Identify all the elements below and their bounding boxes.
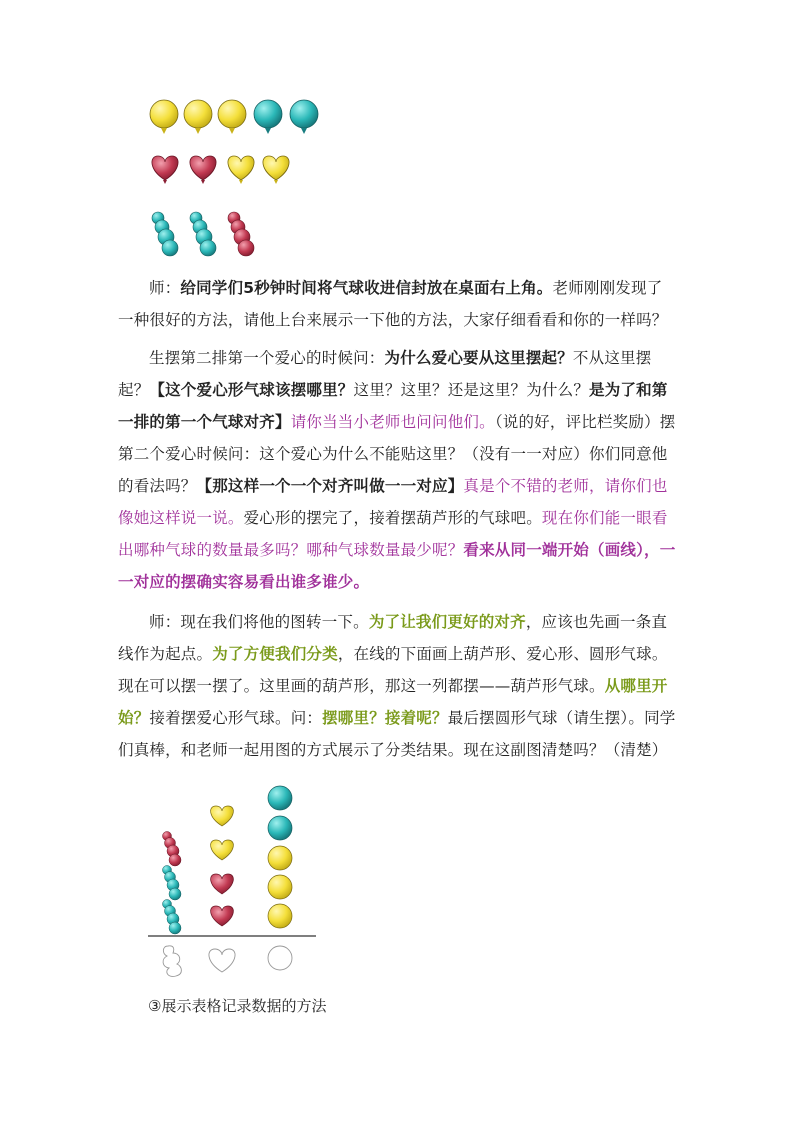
p2-s3: 不从这里摆起？: [118, 349, 652, 399]
p3-s4: 为了方便我们分类: [212, 645, 338, 663]
heart-balloon-yellow: [211, 806, 234, 826]
gourd-balloon-teal: [163, 900, 182, 935]
p3-s8: 摆哪里？接着呢？: [322, 709, 448, 727]
section-caption: ③展示表格记录数据的方法: [148, 997, 327, 1015]
heart-balloon-red: [211, 874, 234, 894]
round-balloon-teal: [268, 786, 292, 810]
p2-s8: （说的好，评比栏奖励）摆第二个爱心时候问：这个爱心为什么不能贴这里？（没有一一对应）你们同意他的看法吗？: [118, 413, 676, 495]
p3-s3: ，应该也先画一条直线作为起点。: [118, 613, 668, 663]
round-outline-icon: [268, 946, 292, 970]
paragraph-1: [118, 272, 678, 336]
round-balloon-yellow: [184, 100, 212, 134]
p2-s10: 真是个不错的老师，请你们也像她这样说一说。: [118, 477, 668, 527]
p3-s6: 从哪里开始？: [118, 677, 668, 727]
p2-s7: 请你当当小老师也问问他们。: [290, 413, 495, 431]
balloon-columns-figure: [140, 770, 320, 980]
round-balloon-yellow: [268, 875, 292, 899]
round-balloon-yellow: [268, 846, 292, 870]
paragraph-2: [118, 342, 678, 598]
heart-balloon-red: [211, 906, 234, 926]
p2-s6: 是为了和第一排的第一个气球对齐】: [118, 381, 668, 431]
p2-s13: 看来从同一端开始（画线），一一对应的摆确实容易看出谁多谁少。: [118, 541, 676, 591]
p1-s3: 老师刚刚发现了一种很好的方法，请他上台来展示一下他的方法，大家仔细看看和你的一样吗？: [118, 279, 668, 329]
heart-outline-icon: [209, 949, 235, 972]
paragraph-3: [118, 606, 678, 766]
gourd-balloon-teal: [163, 866, 182, 901]
p2-s4: 【这个爱心形气球该摆哪里？: [149, 381, 354, 399]
p2-s11: 爱心形的摆完了，接着摆葫芦形的气球吧。: [243, 509, 542, 527]
heart-balloon-yellow: [263, 156, 289, 184]
balloon-rows-figure: [140, 90, 340, 260]
round-balloon-teal: [268, 816, 292, 840]
gourd-balloon-red: [163, 832, 182, 867]
round-balloon-yellow: [268, 904, 292, 928]
round-balloon-yellow: [218, 100, 246, 134]
gourd-outline-icon: [163, 946, 181, 977]
round-balloon-yellow: [150, 100, 178, 134]
round-balloon-teal: [290, 100, 318, 134]
gourd-balloon-red: [228, 212, 254, 256]
p2-s9: 【那这样一个一个对齐叫做一一对应】: [196, 477, 464, 495]
gourd-balloon-teal: [152, 212, 178, 256]
p3-s9: 最后摆圆形气球（请生摆）。同学们真棒，和老师一起用图的方式展示了分类结果。现在这副图清楚吗？（清楚）: [118, 709, 676, 759]
gourd-balloon-teal: [190, 212, 216, 256]
p3-s2: 为了让我们更好的对齐: [368, 613, 526, 631]
p3-s1: 师：现在我们将他的图转一下。: [149, 613, 369, 631]
p3-s5: ，在线的下面画上葫芦形、爱心形、圆形气球。现在可以摆一摆了。这里画的葫芦形，那这一列都摆——葫芦形气球。: [118, 645, 668, 695]
p2-s12: 现在你们能一眼看出哪种气球的数量最多吗？哪种气球数量最少呢？: [118, 509, 668, 559]
p2-s1: 生摆第二排第一个爱心的时候问：: [149, 349, 385, 367]
p2-s2: 为什么爱心要从这里摆起？: [384, 349, 573, 367]
heart-balloon-red: [190, 156, 216, 184]
heart-balloon-red: [152, 156, 178, 184]
p2-s5: 这里？这里？还是这里？为什么？: [353, 381, 590, 399]
round-balloon-teal: [254, 100, 282, 134]
heart-balloon-yellow: [228, 156, 254, 184]
p1-s1: 师：: [149, 279, 181, 297]
p1-s2: 给同学们5秒钟时间将气球收进信封放在桌面右上角。: [180, 279, 553, 297]
heart-balloon-yellow: [211, 840, 234, 860]
p3-s7: 接着摆爱心形气球。问：: [149, 709, 323, 727]
